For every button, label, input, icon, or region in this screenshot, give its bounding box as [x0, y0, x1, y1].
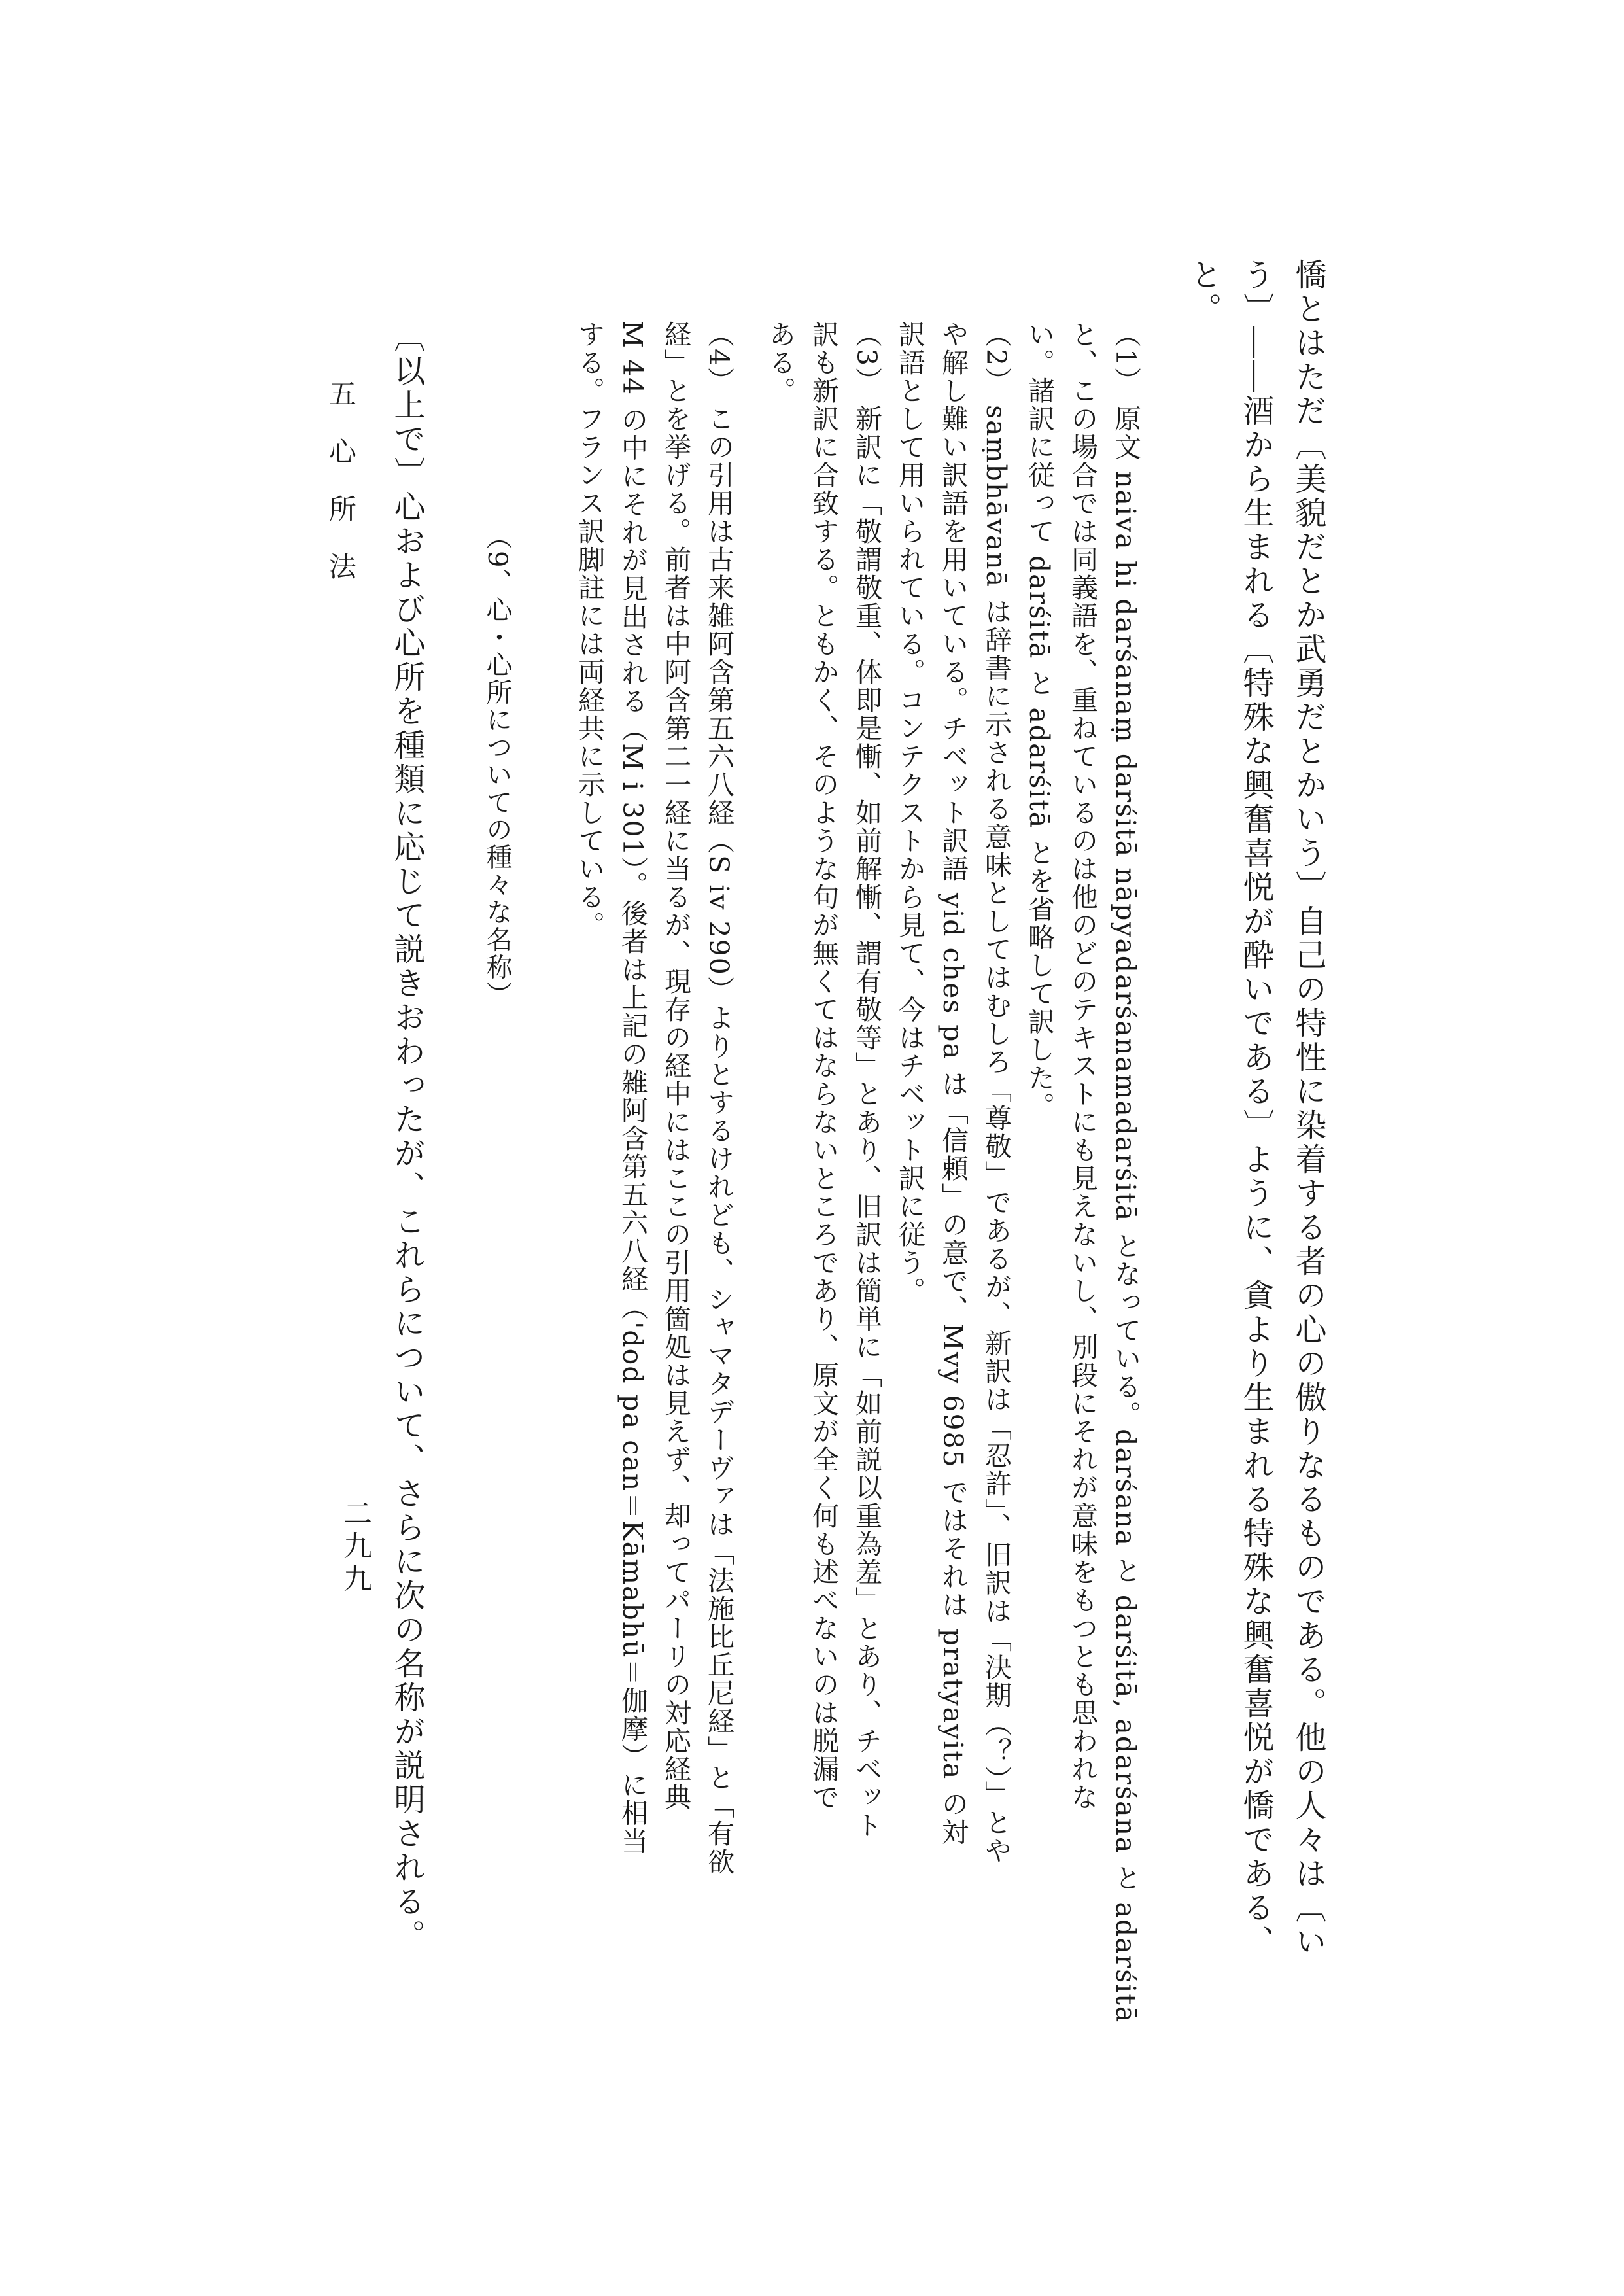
note-line-10: （4） この引用は古来雑阿含第五六八経（S iv 290）よりとするけれども、シャマタデーヴァは「法施比丘尼経」と「有欲: [703, 321, 734, 1876]
page-number: 二九九: [338, 1498, 371, 1596]
main-text-line-2: う〕――酒から生まれる〔特殊な興奮喜悦が酔いである〕ように、貪より生まれる特殊な興奮喜悦が憍である、: [1237, 258, 1274, 1959]
running-footer-chapter: 五心所法: [325, 379, 357, 610]
note-line-3: い。諸訳に従って darśitā と adarśitā とを省略して訳した。: [1024, 321, 1055, 1121]
note-line-12: M 44 の中にそれが見出される（M i 301）。後者は上記の雑阿含第五六八経（'dod pa can＝Kāmabhū＝伽摩）に相当: [617, 321, 648, 1856]
note-line-4: （2） saṃbhāvanā は辞書に示される意味としてはむしろ「尊敬」であるが、新訳は「忍許」、旧訳は「決期（？）」とや: [980, 321, 1012, 1866]
closing-text: 〔以上で〕心および心所を種類に応じて説きおわったが、これらについて、さらに次の名称が説明される。: [389, 321, 425, 1953]
note-line-13: する。フランス訳脚註には両経共に示している。: [574, 321, 605, 939]
main-text-line-3: と。: [1185, 258, 1222, 326]
note-line-6: 訳語として用いられている。コンテクストから見て、今はチベット訳に従う。: [894, 321, 925, 1305]
main-text-line-1: 憍とはただ〔美貌だとか武勇だとかいう〕自己の特性に染着する者の心の傲りなるものである。他の人々は〔い: [1290, 258, 1326, 1959]
note-line-5: や解し難い訳語を用いている。チベット訳語 yid ches pa は「信頼」の意で、Mvy 6985 ではそれは pratyayita の対: [937, 321, 969, 1847]
note-line-7: （3） 新訳に「敬謂敬重、体即是慚、如前解慚、謂有敬等」とあり、旧訳は簡単に「如前説以重為羞」とあり、チベット: [851, 321, 882, 1840]
note-line-8: 訳も新訳に合致する。ともかく、そのような句が無くてはならないところであり、原文が全く何も述べないのは脱漏で: [808, 321, 839, 1811]
note-line-9: ある。: [765, 321, 796, 405]
note-line-2: と、この場合では同義語を、重ねているのは他のどのテキストにも見えないし、別段にそれが意味をもつとも思われな: [1067, 321, 1098, 1811]
section-caption: （9、心・心所についての種々な名称）: [482, 523, 512, 1009]
note-line-1: （1） 原文 naiva hi darśanaṃ darśitā nāpyadarśanamadarśitā となっている。darśana と darśitā, adarśana と adarśitā: [1110, 321, 1141, 2024]
note-line-11: 経」とを挙げる。前者は中阿含第二一経に当るが、現存の経中にはここの引用箇処は見えず、却ってパーリの対応経典: [660, 321, 691, 1811]
